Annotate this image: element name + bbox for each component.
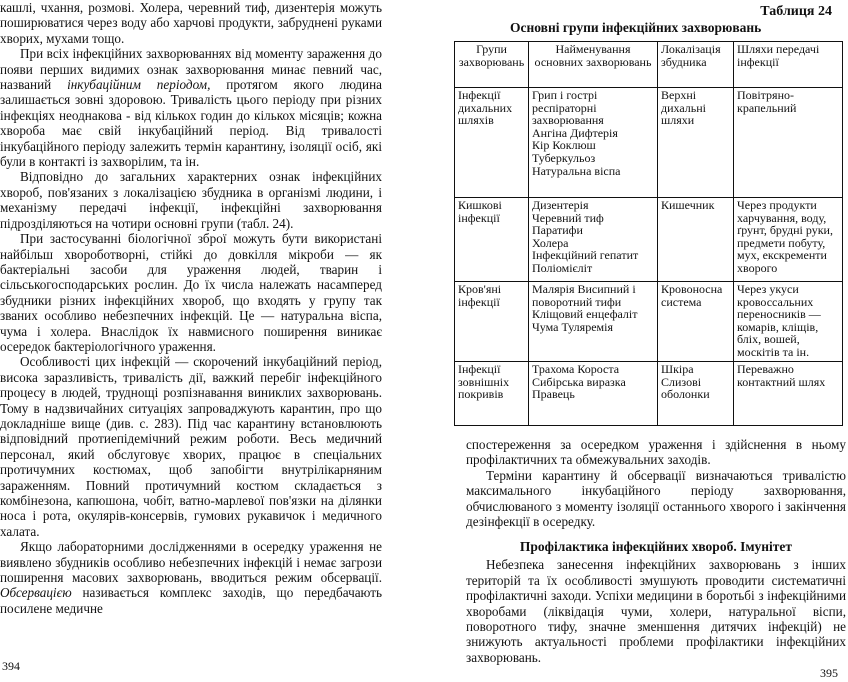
paragraph: спостереження за осередком ураження і здійснення в ньому профілактичних та обмежувальних заходів.	[466, 437, 846, 468]
paragraph: Відповідно до загальних характерних ознак інфекційних хвороб, пов'язаних з локалізацією збудника в організмі людини, і механізму передачі інфекції, інфекційні захворювання підрозділяються на чотири основні групи (табл. 24).	[0, 169, 382, 231]
table-header-row	[455, 42, 843, 88]
location-cell: Шкіра Слизові оболонки	[658, 362, 734, 426]
disease-name: Холера	[532, 235, 569, 250]
location-cell: Кровоносна система	[658, 282, 734, 362]
table-label: Таблиця 24	[760, 4, 832, 19]
group-cell: Інфекції зовнішніх покривів	[455, 362, 529, 426]
table-row	[455, 198, 843, 282]
column-header: Найменування основних захворювань	[529, 42, 658, 88]
table-title: Основні групи інфекційних захворювань	[510, 20, 762, 35]
disease-name: Кліщовий енцефаліт	[532, 307, 638, 322]
transmission-cell: Через продукти харчування, воду, ґрунт, брудні руки, предмети побуту, мух, екскременти хворого	[734, 198, 843, 282]
page-number: 395	[820, 666, 838, 680]
disease-name: Малярія Висипний і поворотний тифи	[532, 282, 636, 309]
transmission-cell: Повітряно-крапельний	[734, 88, 843, 198]
paragraph-text: протягом якого людина залишається зовні здоровою. Тривалість цього періоду при різних інфекціях неоднакова - від кількох годин до кількох місяців; кожна хвороба має свій інкубаційний період. Від тривалості інкубаційного періоду залежить термін карантину, ізоляції осіб, які були в контакті із захворілим, та ін.	[0, 77, 383, 170]
group-cell: Кров'яні інфекції	[455, 282, 529, 362]
diseases-cell	[529, 88, 658, 198]
page-number: 394	[2, 659, 20, 673]
paragraph-observation	[0, 539, 382, 616]
paragraph-text: При всіх інфекційних захворюваннях від моменту зараження до появи перших видимих ознак захворювання минає певний час, названий	[0, 46, 382, 93]
disease-name: Трахома Короста	[532, 362, 620, 376]
paragraph: При застосуванні біологічної зброї можуть бути використані найбільш хвороботворні, стійкі до довкілля мікроби — як бактеріальні засоби для ураження людей, тварин і сільськогосподарських рослин. До їх числа належать насамперед збудники різних інфекційних хвороб, що входять у групу так званих особливо небезпечних інфекцій. Це — натуральна віспа, чума і холера. Внаслідок їх навмисного поширення виникає осередок бактеріологічного ураження.	[0, 231, 382, 354]
disease-name: Чума Туляремія	[532, 319, 613, 334]
group-cell: Кишкові інфекції	[455, 198, 529, 282]
location-cell: Верхні дихальні шляхи	[658, 88, 734, 198]
disease-name: Натуральна віспа	[532, 163, 621, 178]
group-cell: Інфекції дихальних шляхів	[455, 88, 529, 198]
disease-name: Грип і гострі респіраторні захворювання	[532, 88, 604, 128]
right-page	[452, 0, 844, 682]
table-row	[455, 282, 843, 362]
disease-name: Ангіна Дифтерія	[532, 125, 618, 140]
diseases-cell	[529, 198, 658, 282]
table-row	[455, 88, 843, 198]
transmission-cell: Переважно контактний шлях	[734, 362, 843, 426]
column-header: Шляхи передачі інфекції	[734, 42, 843, 88]
paragraph-text: називається комплекс заходів, що передбачають посилене медичне	[0, 585, 383, 616]
disease-name: Дизентерія	[532, 198, 589, 212]
italic-term: інкубаційним періодом,	[67, 77, 211, 93]
left-page	[0, 0, 382, 682]
table-row	[455, 362, 843, 426]
diseases-cell	[529, 282, 658, 362]
column-header: Групи захворювань	[455, 42, 529, 88]
transmission-cell: Через укуси кровоссальних переносників — комарів, кліщів, бліх, вошей, москітів та ін.	[734, 282, 843, 362]
disease-name: Туберкульоз	[532, 150, 596, 165]
infection-groups-table	[454, 41, 843, 426]
disease-name: Черевний тиф	[532, 210, 604, 225]
disease-name: Сибірська виразка	[532, 374, 626, 389]
italic-term: Обсервацією	[0, 585, 72, 601]
disease-name: Паратифи	[532, 223, 583, 238]
disease-name: Кір Коклюш	[532, 138, 596, 153]
section-title: Профілактика інфекційних хвороб. Імунітет	[519, 539, 793, 555]
right-body-text	[466, 437, 846, 665]
diseases-cell	[529, 362, 658, 426]
paragraph-text: Якщо лабораторними дослідженнями в осередку ураження не виявлено збудників особливо небезпечних інфекцій і немає загрози поширення масових захворювань, вводиться режим обсервації.	[0, 539, 382, 586]
paragraph: Терміни карантину й обсервації визначаються тривалістю максимального інкубаційного періоду захворювання, обчислюваного з моменту ізоляції останнього хворого і закінчення дезінфекції в осередку.	[466, 467, 846, 530]
location-cell: Кишечник	[658, 198, 734, 282]
column-header: Локалізація збудника	[658, 42, 734, 88]
paragraph: кашлі, чхання, розмові. Холера, черевний тиф, дизентерія можуть поширюватися через воду або харчові продукти, забруднені руками хворих, мухами тощо.	[0, 0, 382, 46]
disease-name: Поліомієліт	[532, 260, 593, 275]
paragraph-incubation	[0, 46, 382, 169]
disease-name: Інфекційний гепатит	[532, 248, 639, 263]
paragraph: Небезпека занесення інфекційних захворювань з інших територій та їх особливості змушують проводити систематичні профілактичні заходи. Успіхи медицини в боротьбі з інфекційними хворобами (ліквідація чуми, холери, натуральної віспи, поворотного тифу, значне зменшення дитячих інфекцій) не знижують актуальності проблеми профілактики інфекційних захворювань.	[466, 557, 846, 665]
paragraph: Особливості цих інфекцій — скорочений інкубаційний період, висока заразливість, тривалість дії, важкий перебіг інфекційного процесу в людей, труднощі розпізнавання виниклих захворювань. Тому в надзвичайних ситуаціях запроваджують карантин, про що докладніше вище (див. с. 283). Під час карантину встановлюють відповідний протиепідемічний режим роботи. Весь медичний персонал, який обслуговує хворих, працює в спеціальних протичумних костюмах, щоб запобігти внутрілікарняним зараженням. Повний протичумний костюм складається з комбінезона, капюшона, чобіт, ватно-марлевої пов'язки на ділянки носа і рота, окулярів-консервів, гумових рукавичок і медичного халата.	[0, 354, 382, 539]
disease-name: Правець	[532, 387, 575, 402]
